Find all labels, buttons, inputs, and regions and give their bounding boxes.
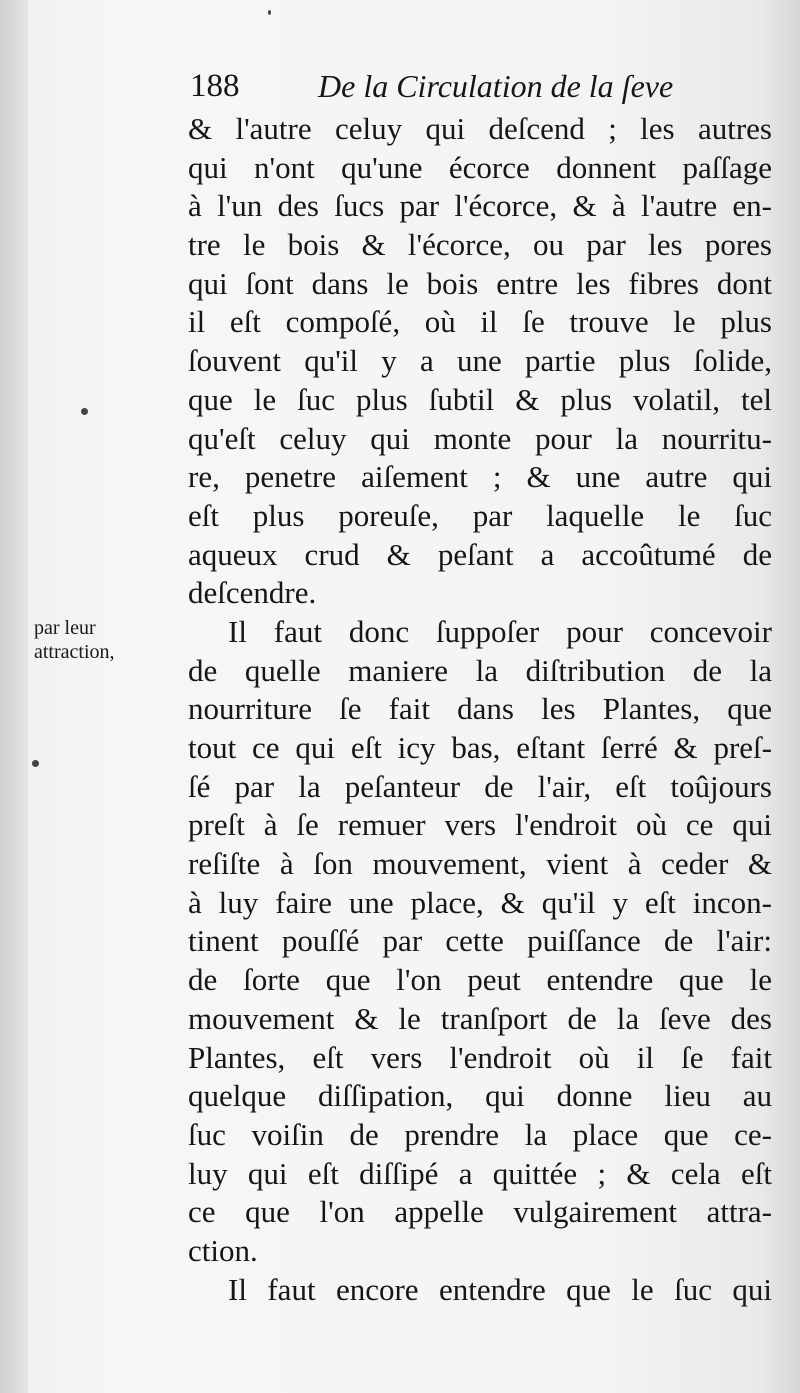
ink-speck [268,10,271,15]
text-line: reſiſte à ſon mouvement, vient à ceder & [188,846,772,882]
marginal-note-line: par leur [34,617,96,639]
page-header [190,62,710,110]
text-line: de quelle maniere la diſtribution de la [188,652,772,688]
text-line: ſouvent qu'il y a une partie plus ſolide, [188,343,772,379]
text-line: mouvement & le tranſport de la ſeve des [188,1000,772,1036]
page-number: 188 [190,68,240,104]
text-line: de ſorte que l'on peut entendre que le [188,962,772,998]
text-line: tre le bois & l'écorce, ou par les pores [188,227,772,263]
text-line: Il faut donc ſuppoſer pour concevoir [228,613,772,649]
text-line: aqueux crud & peſant a accoûtumé de [188,536,772,572]
ink-speck [81,408,88,415]
text-line: tinent pouſſé par cette puiſſance de l'air: [188,923,772,959]
marginal-note-line: attraction, [34,641,115,663]
page-gutter [0,0,28,1393]
text-line: preſt à ſe remuer vers l'endroit où ce qui [188,807,772,843]
text-line: à l'un des ſucs par l'écorce, & à l'autre en- [188,188,772,224]
running-head: De la Circulation de la ſeve [318,68,674,104]
text-line: qui n'ont qu'une écorce donnent paſſage [188,149,772,185]
text-line: qu'eſt celuy qui monte pour la nourritu- [188,420,772,456]
text-line: luy qui eſt diſſipé a quittée ; & cela eſt [188,1155,772,1191]
text-line: ction. [188,1232,258,1268]
text-line: ce que l'on appelle vulgairement attra- [188,1194,772,1230]
text-line: nourriture ſe fait dans les Plantes, que [188,691,772,727]
text-line: quelque diſſipation, qui donne lieu au [188,1078,772,1114]
text-line: eſt plus poreuſe, par laquelle le ſuc [188,497,772,533]
ink-speck [32,760,39,767]
marginal-note [34,616,115,664]
text-line: re, penetre aiſement ; & une autre qui [188,459,772,495]
text-line: tout ce qui eſt icy bas, eſtant ſerré & preſ- [188,730,772,765]
text-line: Plantes, eſt vers l'endroit où il ſe fait [188,1039,772,1075]
text-line: ſuc voiſin de prendre la place que ce- [188,1116,772,1152]
text-line: à luy faire une place, & qu'il y eſt incon- [188,884,772,920]
text-line: deſcendre. [188,575,317,611]
body-text [188,110,772,1309]
text-line: Il faut encore entendre que le ſuc qui [228,1271,772,1307]
text-line: qui ſont dans le bois entre les fibres dont [188,265,772,301]
text-line: il eſt compoſé, où il ſe trouve le plus [188,304,772,340]
text-line: que le ſuc plus ſubtil & plus volatil, tel [188,381,772,417]
text-line: ſé par la peſanteur de l'air, eſt toûjours [188,768,772,804]
text-line: & l'autre celuy qui deſcend ; les autres [188,111,772,146]
